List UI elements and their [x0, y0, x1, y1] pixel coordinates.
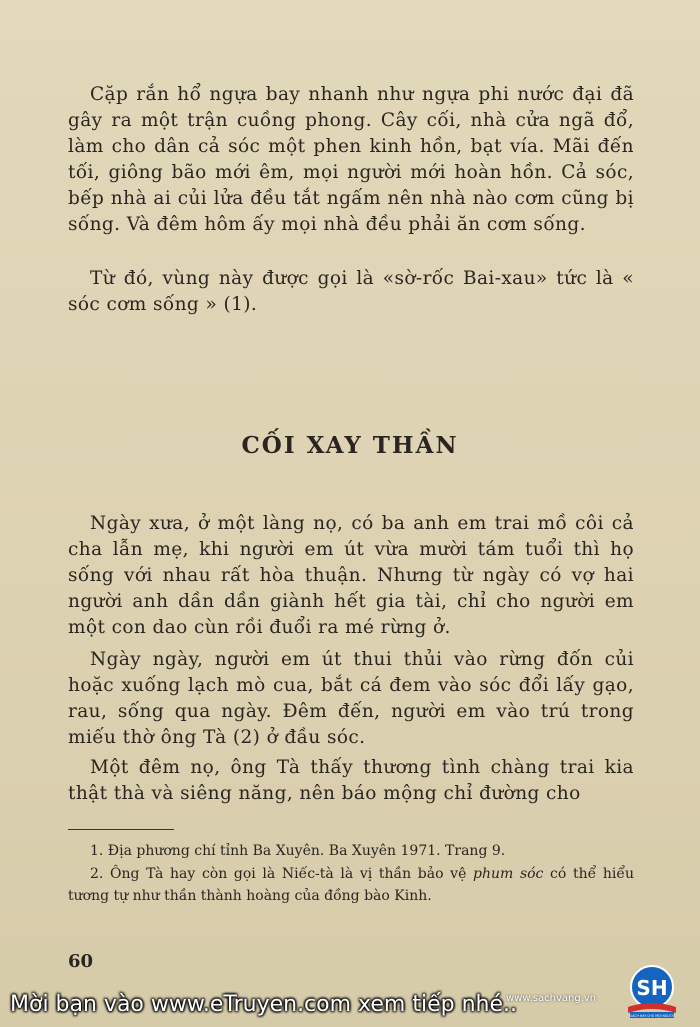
footnote-divider	[68, 829, 174, 830]
logo-text: SH	[636, 976, 668, 1000]
page-number: 60	[68, 951, 94, 972]
story2-paragraph-1: Ngày xưa, ở một làng nọ, có ba anh em trai mồ côi cả cha lẫn mẹ, khi người em út vừa mười tám tuổi thì họ sống với nhau rất hòa thuận. Nhưng từ ngày có vợ hai người anh dần dần giành hết gia tài, chỉ cho người em một con dao cùn rồi đuổi ra mé rừng ở.	[68, 513, 634, 638]
site-url: www.sachvang.vn	[506, 993, 597, 1004]
logo-subtext: SÁCH HAY CHO MỌI NGƯỜI	[630, 1014, 674, 1018]
footnote-2-italic: phum sóc	[473, 866, 544, 882]
story1-paragraph-2: Từ đó, vùng này được gọi là «sờ-rốc Bai-xau» tức là « sóc cơm sống » (1).	[68, 268, 634, 315]
footnote-2	[68, 863, 634, 907]
footnote-2-start: 2. Ông Tà hay còn gọi là Niếc-tà là vị thần bảo vệ	[90, 866, 474, 882]
story-title: CỐI XAY THẦN	[241, 432, 459, 459]
watermark-link[interactable]: Mời bạn vào www.eTruyen.com xem tiếp nhé..	[10, 992, 517, 1017]
story1-paragraph-1: Cặp rắn hổ ngựa bay nhanh như ngựa phi nước đại đã gây ra một trận cuồng phong. Cây cối, nhà cửa ngã đổ, làm cho dân cả sóc một phen kinh hồn, bạt vía. Mãi đến tối, giông bão mới êm, mọi người mới hoàn hồn. Cả sóc, bếp nhà ai củi lửa đều tắt ngấm nên nhà nào cơm cũng bị sống. Và đêm hôm ấy mọi nhà đều phải ăn cơm sống.	[68, 84, 634, 235]
sach-hay-logo-icon	[624, 963, 680, 1019]
story2-paragraph-2: Ngày ngày, người em út thui thủi vào rừng đốn củi hoặc xuống lạch mò cua, bắt cá đem vào sóc đổi lấy gạo, rau, sống qua ngày. Đêm đến, người em vào trú trong miếu thờ ông Tà (2) ở đầu sóc.	[68, 649, 634, 748]
footnote-1: 1. Địa phương chí tỉnh Ba Xuyên. Ba Xuyên 1971. Trang 9.	[90, 843, 506, 859]
story2-paragraph-3: Một đêm nọ, ông Tà thấy thương tình chàng trai kia thật thà và siêng năng, nên báo mộng chỉ đường cho	[68, 757, 634, 804]
footnote-2-end: có thể hiểu tương tự như thần thành hoàng của đồng bào Kinh.	[68, 866, 634, 904]
